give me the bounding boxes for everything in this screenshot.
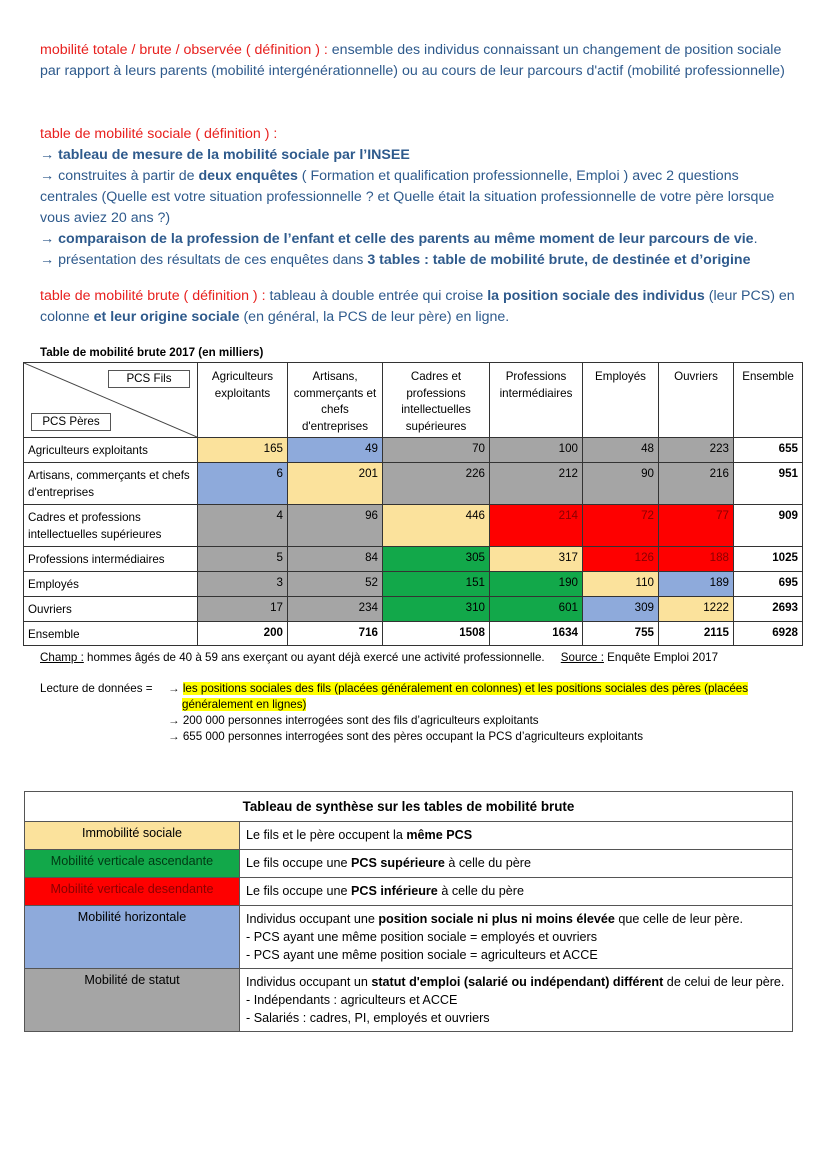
legend-statut: Mobilité de statut (25, 969, 240, 1032)
row-total: 1025 (734, 547, 803, 572)
row-label: Employés (24, 572, 198, 597)
bullet-bold: deux enquêtes (198, 168, 298, 184)
cell: 49 (288, 438, 383, 463)
column-total: 755 (583, 622, 659, 646)
cell: 70 (383, 438, 490, 463)
cell: 3 (198, 572, 288, 597)
lecture-items (168, 681, 788, 745)
bullet-bold: comparaison de la profession de l’enfant et celle des parents au même moment de leur parcours de vie (58, 231, 754, 247)
definition-table-mobilite-brute (40, 286, 800, 328)
column-total: 2115 (659, 622, 734, 646)
bullet-bold: tableau de mesure de la mobilité sociale par l’INSEE (58, 147, 410, 163)
desc-text: Le fils occupe une (246, 856, 352, 870)
column-header: Agriculteurs exploitants (198, 363, 288, 438)
definition-text: ensemble des individus connaissant un changement de position sociale par rapport à leurs parents (mobilité intergénérationnelle) ou au cours de leur parcours d'actif (mobilité professionnelle) (40, 42, 785, 79)
cell: 601 (490, 597, 583, 622)
cell: 77 (659, 505, 734, 547)
row-label: Artisans, commerçants et chefs d'entreprises (24, 463, 198, 505)
cell: 165 (198, 438, 288, 463)
term: table de mobilité brute ( définition ) : (40, 288, 266, 304)
column-header: Professions intermédiaires (490, 363, 583, 438)
bullet (40, 166, 800, 229)
definition-bold: la position sociale des individus (487, 288, 705, 304)
table-row (24, 572, 803, 597)
table-row (24, 597, 803, 622)
cell: 189 (659, 572, 734, 597)
row-label: Professions intermédiaires (24, 547, 198, 572)
grand-total: 6928 (734, 622, 803, 646)
legend-description (240, 850, 793, 878)
synthesis-title-row (25, 792, 793, 822)
column-header: Artisans, commerçants et chefs d'entreprises (288, 363, 383, 438)
bullet-text: présentation des résultats de ces enquêtes dans (58, 252, 368, 268)
lecture-text: 655 000 personnes interrogées sont des pères occupant la PCS d’agriculteurs exploitants (182, 730, 643, 743)
highlighted-text: les positions sociales des fils (placées généralement en colonnes) et les positions sociales des pères (placées généralement en lignes) (182, 682, 749, 711)
column-total: 200 (198, 622, 288, 646)
mobility-table-title: Table de mobilité brute 2017 (en milliers) (40, 346, 264, 359)
desc-line: - Indépendants : agriculteurs et ACCE (246, 993, 458, 1007)
cell: 223 (659, 438, 734, 463)
cell: 214 (490, 505, 583, 547)
desc-line: - PCS ayant une même position sociale = agriculteurs et ACCE (246, 948, 598, 962)
legend-horizontale: Mobilité horizontale (25, 906, 240, 969)
total-row (24, 622, 803, 646)
arrow-icon: → (168, 730, 183, 743)
table-row (24, 547, 803, 572)
row-label: Cadres et professions intellectuelles supérieures (24, 505, 198, 547)
source-text: Enquête Emploi 2017 (603, 651, 719, 664)
cell: 226 (383, 463, 490, 505)
column-header: Ouvriers (659, 363, 734, 438)
lecture-item (168, 729, 788, 745)
table-row (24, 438, 803, 463)
champ-text: hommes âgés de 40 à 59 ans exerçant ou ayant déjà exercé une activité professionnelle. (83, 651, 545, 664)
desc-text: de celui de leur père. (663, 975, 785, 989)
definition-table-mobilite-sociale (40, 124, 800, 271)
synthesis-row (25, 850, 793, 878)
cell: 190 (490, 572, 583, 597)
source-label: Source : (560, 651, 604, 664)
row-label: Ouvriers (24, 597, 198, 622)
arrow-icon: → (40, 252, 59, 268)
cell: 126 (583, 547, 659, 572)
arrow-icon: → (40, 147, 59, 163)
corner-cell (24, 363, 198, 438)
legend-description (240, 906, 793, 969)
cell: 90 (583, 463, 659, 505)
cell: 151 (383, 572, 490, 597)
cell: 216 (659, 463, 734, 505)
column-header: Ensemble (734, 363, 803, 438)
term: mobilité totale / brute / observée ( définition ) : (40, 42, 328, 58)
cell: 48 (583, 438, 659, 463)
bullet (40, 145, 800, 166)
lecture-text: 200 000 personnes interrogées sont des fils d’agriculteurs exploitants (182, 714, 539, 727)
desc-text: à celle du père (444, 856, 531, 870)
table-row (24, 505, 803, 547)
cell: 305 (383, 547, 490, 572)
desc-text: à celle du père (437, 884, 524, 898)
cell: 310 (383, 597, 490, 622)
desc-text: Le fils et le père occupent la (246, 828, 407, 842)
cell: 446 (383, 505, 490, 547)
cell: 72 (583, 505, 659, 547)
desc-bold: même PCS (406, 828, 473, 842)
cell: 17 (198, 597, 288, 622)
bullet (40, 250, 800, 271)
desc-line: - Salariés : cadres, PI, employés et ouvriers (246, 1011, 490, 1025)
cell: 110 (583, 572, 659, 597)
definition-mobilite-totale (40, 40, 800, 82)
pcs-peres-label: PCS Pères (31, 413, 111, 431)
row-total: 909 (734, 505, 803, 547)
definition-bold: et leur origine sociale (93, 309, 240, 325)
cell: 317 (490, 547, 583, 572)
bullet-text: . (753, 231, 758, 247)
cell: 52 (288, 572, 383, 597)
legend-descendante: Mobilité verticale desendante (25, 878, 240, 906)
table-note (40, 651, 718, 664)
desc-line: - PCS ayant une même position sociale = employés et ouvriers (246, 930, 598, 944)
term: table de mobilité sociale ( définition ) : (40, 126, 278, 142)
cell: 234 (288, 597, 383, 622)
cell: 1222 (659, 597, 734, 622)
column-total: 1508 (383, 622, 490, 646)
row-total: 2693 (734, 597, 803, 622)
column-header: Cadres et professions intellectuelles supérieures (383, 363, 490, 438)
bullet-text: construites à partir de (58, 168, 199, 184)
cell: 96 (288, 505, 383, 547)
column-total: 1634 (490, 622, 583, 646)
row-label: Ensemble (24, 622, 198, 646)
bullet-bold: 3 tables : table de mobilité brute, de destinée et d’origine (367, 252, 751, 268)
arrow-icon: → (168, 682, 183, 695)
row-total: 951 (734, 463, 803, 505)
desc-bold: statut d'emploi (salarié ou indépendant) différent (371, 975, 664, 989)
column-total: 716 (288, 622, 383, 646)
lecture-item (168, 713, 788, 729)
definition-text: tableau à double entrée qui croise (265, 288, 488, 304)
cell: 188 (659, 547, 734, 572)
row-total: 655 (734, 438, 803, 463)
synthesis-row (25, 822, 793, 850)
legend-description (240, 969, 793, 1032)
cell: 309 (583, 597, 659, 622)
lecture-label: Lecture de données = (40, 682, 153, 695)
synthesis-row (25, 969, 793, 1032)
desc-bold: position sociale ni plus ni moins élevée (378, 912, 615, 926)
definition-text: (en général, la PCS de leur père) en ligne. (239, 309, 510, 325)
bullet (40, 229, 800, 250)
synthesis-row (25, 878, 793, 906)
column-header: Employés (583, 363, 659, 438)
mobility-table (23, 362, 803, 646)
cell: 5 (198, 547, 288, 572)
legend-ascendante: Mobilité verticale ascendante (25, 850, 240, 878)
desc-text: que celle de leur père. (614, 912, 743, 926)
synthesis-row (25, 906, 793, 969)
bullet-text: ( Formation et qualification professionnelle, Emploi ) avec 2 questions centrales (Quelle est votre situation professionnelle ? et Quelle était la situation professionnelle de votre père lorsque vous aviez 20 ans ?) (40, 168, 775, 226)
cell: 4 (198, 505, 288, 547)
lecture-item (168, 681, 788, 713)
champ-label: Champ : (40, 651, 84, 664)
legend-description (240, 878, 793, 906)
header-row (24, 363, 803, 438)
legend-immobilite: Immobilité sociale (25, 822, 240, 850)
synthesis-title: Tableau de synthèse sur les tables de mobilité brute (25, 792, 793, 822)
arrow-icon: → (40, 231, 59, 247)
cell: 212 (490, 463, 583, 505)
synthesis-table (24, 791, 793, 1032)
desc-text: Individus occupant un (246, 975, 372, 989)
pcs-fils-label: PCS Fils (108, 370, 190, 388)
arrow-icon: → (168, 714, 183, 727)
row-label: Agriculteurs exploitants (24, 438, 198, 463)
desc-text: Individus occupant une (246, 912, 379, 926)
desc-text: Le fils occupe une (246, 884, 352, 898)
cell: 84 (288, 547, 383, 572)
desc-bold: PCS inférieure (351, 884, 438, 898)
arrow-icon: → (40, 168, 59, 184)
definition-text: (leur PCS) en colonne (40, 288, 795, 325)
cell: 100 (490, 438, 583, 463)
table-row (24, 463, 803, 505)
cell: 6 (198, 463, 288, 505)
desc-bold: PCS supérieure (351, 856, 445, 870)
cell: 201 (288, 463, 383, 505)
row-total: 695 (734, 572, 803, 597)
legend-description (240, 822, 793, 850)
